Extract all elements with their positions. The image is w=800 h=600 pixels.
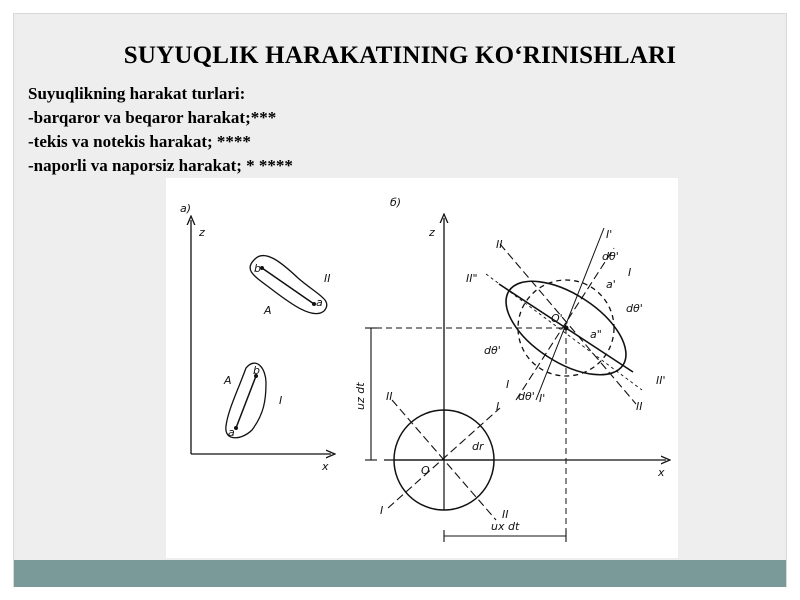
label-dtheta-bottom: dθ' xyxy=(518,390,535,403)
line-II-prime xyxy=(500,244,636,404)
label-I-top-right: I xyxy=(628,266,632,279)
label-I-bottom: I xyxy=(506,378,510,391)
label-I-O-top: I xyxy=(496,400,500,413)
label-II-prime-right: II' xyxy=(656,374,666,387)
panel-b-z-label: z xyxy=(429,226,435,239)
label-a-double: a" xyxy=(590,328,602,341)
origin-O: O xyxy=(421,464,430,477)
panel-b-label: б) xyxy=(390,196,402,209)
line-I-prime xyxy=(516,248,614,400)
fluid-motion-diagram xyxy=(166,178,678,558)
diagram-figure xyxy=(166,178,678,558)
label-I-prime-top: I' xyxy=(606,228,613,241)
label-A-lower: A xyxy=(224,374,232,387)
label-uz-dt: uz dt xyxy=(354,382,367,410)
label-dr: dr xyxy=(472,440,484,453)
panel-b xyxy=(354,196,666,542)
label-II-top: II xyxy=(496,238,503,251)
label-II-bottom-right: II xyxy=(636,400,643,413)
label-I: I xyxy=(279,394,283,407)
text-line: -naporli va naporsiz harakat; * **** xyxy=(28,156,293,175)
slide xyxy=(13,13,787,587)
panel-b-x-label: x xyxy=(658,466,665,479)
segment-lower xyxy=(236,376,256,428)
label-dtheta-right: dθ' xyxy=(626,302,643,315)
label-dtheta-left: dθ' xyxy=(484,344,501,357)
segment-upper xyxy=(262,268,314,304)
point-a-upper: a xyxy=(316,296,323,309)
label-II-double: II" xyxy=(466,272,478,285)
text-line: Suyuqlikning harakat turlari: xyxy=(28,84,246,103)
point-a-lower: a xyxy=(228,426,235,439)
label-II: II xyxy=(324,272,331,285)
label-I-prime-bottom: I' xyxy=(539,392,546,405)
panel-a-z-label: z xyxy=(199,226,205,239)
slide-body xyxy=(28,82,293,178)
text-line: -barqaror va beqaror harakat;*** xyxy=(28,108,277,127)
label-II-O-bottom: II xyxy=(502,508,509,521)
panel-a-x-label: x xyxy=(322,460,329,473)
label-A-upper: A xyxy=(264,304,272,317)
panel-a-label: a) xyxy=(180,202,192,215)
panel-a xyxy=(180,202,331,473)
footer-bar xyxy=(14,560,786,587)
origin-O-prime: O' xyxy=(551,312,563,325)
point-b-lower: b xyxy=(253,364,260,377)
label-II-O-top: II xyxy=(386,390,393,403)
label-I-O-bottom: I xyxy=(380,504,384,517)
point-b-upper: b xyxy=(254,262,261,275)
label-ux-dt: ux dt xyxy=(491,520,520,533)
slide-title: SUYUQLIK HARAKATINING KO‘RINISHLARI xyxy=(123,42,677,69)
text-line: -tekis va notekis harakat; **** xyxy=(28,132,251,151)
label-a-prime: a' xyxy=(606,278,616,291)
label-dtheta-top: dθ' xyxy=(602,250,619,263)
